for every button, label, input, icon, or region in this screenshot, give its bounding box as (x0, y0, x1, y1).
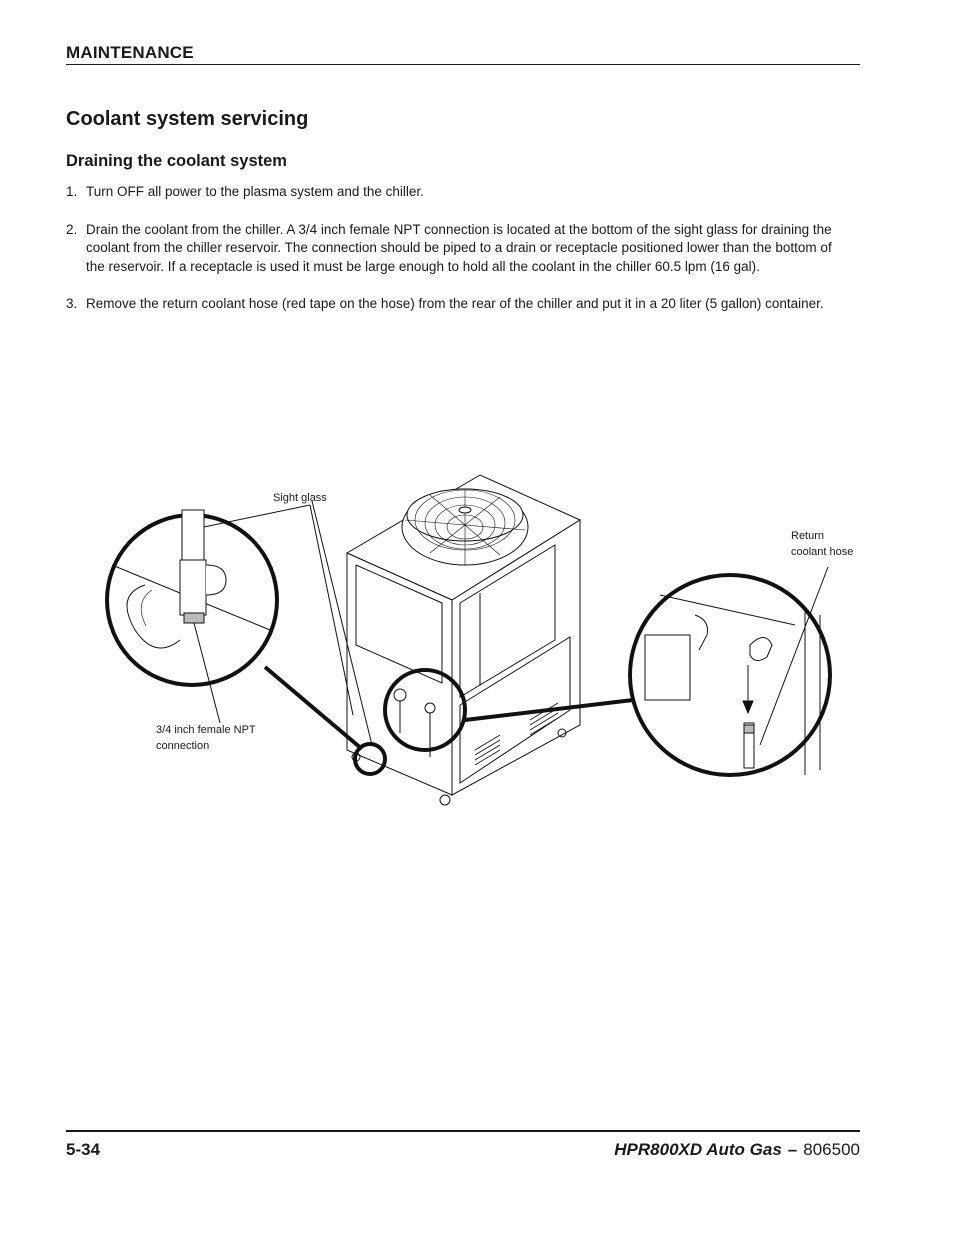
step-number: 1. (66, 184, 78, 199)
section-subtitle: Draining the coolant system (66, 152, 287, 170)
page-title: Coolant system servicing (66, 108, 309, 130)
step-text: Turn OFF all power to the plasma system and the chiller. (86, 184, 424, 199)
page-number: 5-34 (66, 1140, 101, 1159)
callout-return-hose (791, 528, 853, 560)
footer-doc-info (614, 1140, 860, 1160)
callout-npt-line2: connection (156, 740, 210, 752)
step-text: Remove the return coolant hose (red tape on the hose) from the rear of the chiller and put it in a 20 liter (5 gallon) container. (86, 296, 824, 312)
product-name: HPR800XD Auto Gas (614, 1140, 782, 1159)
step-item (66, 295, 846, 314)
callout-return-line1: Return (791, 530, 825, 542)
callout-npt-connection (156, 722, 256, 754)
callout-sight-glass: Sight glass (273, 492, 327, 504)
step-item (66, 183, 846, 202)
header-rule (66, 64, 860, 65)
footer-rule (66, 1130, 860, 1132)
callout-npt-line1: 3/4 inch female NPT (156, 724, 256, 736)
step-item (66, 221, 846, 277)
callout-return-line2: coolant hose (791, 546, 854, 558)
step-number: 3. (66, 296, 78, 312)
footer-dash: – (787, 1140, 798, 1159)
section-header: MAINTENANCE (66, 43, 194, 62)
step-text: Drain the coolant from the chiller. A 3/4 inch female NPT connection is located at the bottom of the sight glass for draining the coolant from the chiller reservoir. The connection should be piped to a drain or receptacle positioned lower than the bottom of the reservoir. If a receptacle is used it must be large enough to hold all the coolant in the chiller 60.5 lpm (16 gal). (86, 221, 832, 274)
doc-number: 806500 (803, 1140, 860, 1159)
chiller-illustration (100, 465, 880, 815)
chiller-drawing (100, 465, 880, 815)
procedure-steps (66, 183, 846, 333)
step-number: 2. (66, 221, 78, 237)
